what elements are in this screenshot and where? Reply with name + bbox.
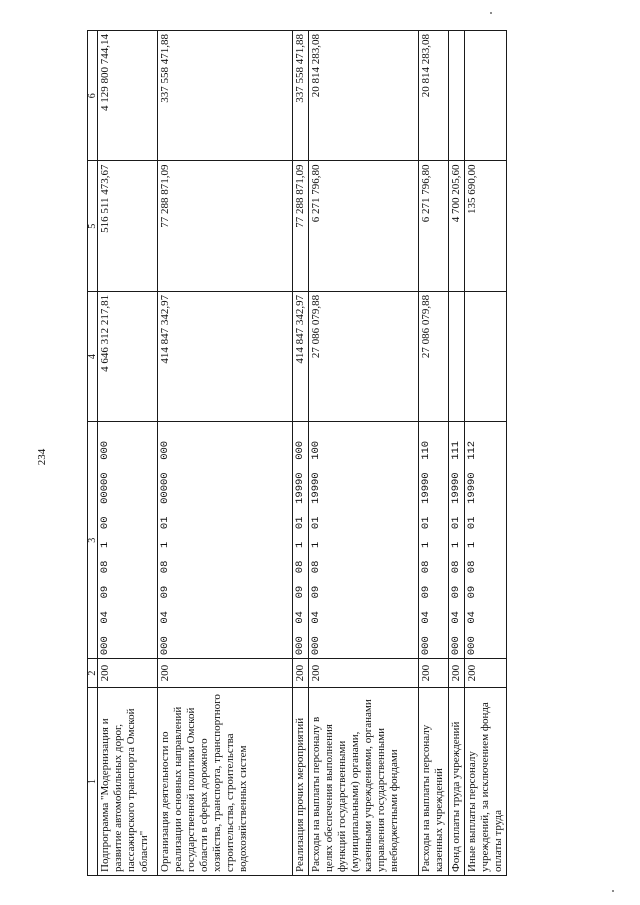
row-value-col4: 27 086 079,88 xyxy=(309,291,419,421)
row-classification: 000 04 09 08 1 01 19990 000 xyxy=(293,422,309,659)
row-classification: 000 04 09 08 1 01 19990 111 xyxy=(449,422,465,659)
row-name: Расходы на выплаты персоналу в целях обеспечения выполнения функций государственными (муниципальными) органами, казенными учреждениями, органами управления государственными внебюджетными фондами xyxy=(309,688,419,876)
budget-table-rotated xyxy=(87,30,504,876)
table-row xyxy=(465,31,507,876)
row-name: Расходы на выплаты персоналу казенных учреждений xyxy=(419,688,449,876)
table-row xyxy=(293,31,309,876)
row-classification: 000 04 09 08 1 01 00000 000 xyxy=(158,422,293,659)
row-value-col5: 4 700 205,60 xyxy=(449,161,465,291)
row-value-col4: 4 646 312 217,81 xyxy=(98,291,158,421)
row-code: 200 xyxy=(98,659,158,688)
page-number: 234 xyxy=(36,448,48,466)
row-code: 200 xyxy=(309,659,419,688)
row-value-col6: 337 558 471,88 xyxy=(293,31,309,162)
row-value-col5: 77 288 871,09 xyxy=(293,161,309,291)
row-classification: 000 04 09 08 1 01 19990 112 xyxy=(465,422,507,659)
row-value-col6 xyxy=(465,31,507,162)
row-value-col6: 337 558 471,88 xyxy=(158,31,293,162)
row-code: 200 xyxy=(465,659,507,688)
table-row xyxy=(309,31,419,876)
row-value-col4 xyxy=(449,291,465,421)
header-cell: 5 xyxy=(88,161,98,291)
header-cell: 6 xyxy=(88,31,98,162)
table-row xyxy=(98,31,158,876)
scan-speck xyxy=(490,12,492,14)
row-value-col4: 414 847 342,97 xyxy=(293,291,309,421)
row-name: Организация деятельности по реализации основных направлений государственной политики Омской области в сферах дорожного хозяйства, транспорта, транспортного строительства, строительства водохозяйственных систем xyxy=(158,688,293,876)
header-cell: 1 xyxy=(88,688,98,876)
row-classification: 000 04 09 08 1 01 19990 100 xyxy=(309,422,419,659)
table-row xyxy=(419,31,449,876)
row-value-col6: 20 814 283,08 xyxy=(309,31,419,162)
header-cell: 4 xyxy=(88,291,98,421)
row-name: Реализация прочих мероприятий xyxy=(293,688,309,876)
row-value-col5: 6 271 796,80 xyxy=(419,161,449,291)
table-row xyxy=(449,31,465,876)
table-row xyxy=(158,31,293,876)
row-value-col6 xyxy=(449,31,465,162)
row-code: 200 xyxy=(419,659,449,688)
row-value-col6: 4 129 800 744,14 xyxy=(98,31,158,162)
header-cell: 3 xyxy=(88,422,98,659)
row-classification: 000 04 09 08 1 00 00000 000 xyxy=(98,422,158,659)
row-code: 200 xyxy=(293,659,309,688)
row-value-col4: 27 086 079,88 xyxy=(419,291,449,421)
row-value-col5: 135 690,00 xyxy=(465,161,507,291)
budget-table xyxy=(87,30,507,876)
header-cell: 2 xyxy=(88,659,98,688)
row-name: Фонд оплаты труда учреждений xyxy=(449,688,465,876)
row-value-col5: 6 271 796,80 xyxy=(309,161,419,291)
row-name: Иные выплаты персоналу учреждений, за исключением фонда оплаты труда xyxy=(465,688,507,876)
row-value-col5: 516 511 473,67 xyxy=(98,161,158,291)
scan-speck xyxy=(612,890,614,892)
row-code: 200 xyxy=(158,659,293,688)
table-header-row xyxy=(88,31,98,876)
row-value-col4: 414 847 342,97 xyxy=(158,291,293,421)
row-value-col5: 77 288 871,09 xyxy=(158,161,293,291)
row-classification: 000 04 09 08 1 01 19990 110 xyxy=(419,422,449,659)
row-value-col6: 20 814 283,08 xyxy=(419,31,449,162)
row-name: Подпрограмма "Модернизация и развитие автомобильных дорог, пассажирского транспорта Омской области" xyxy=(98,688,158,876)
row-code: 200 xyxy=(449,659,465,688)
row-value-col4 xyxy=(465,291,507,421)
